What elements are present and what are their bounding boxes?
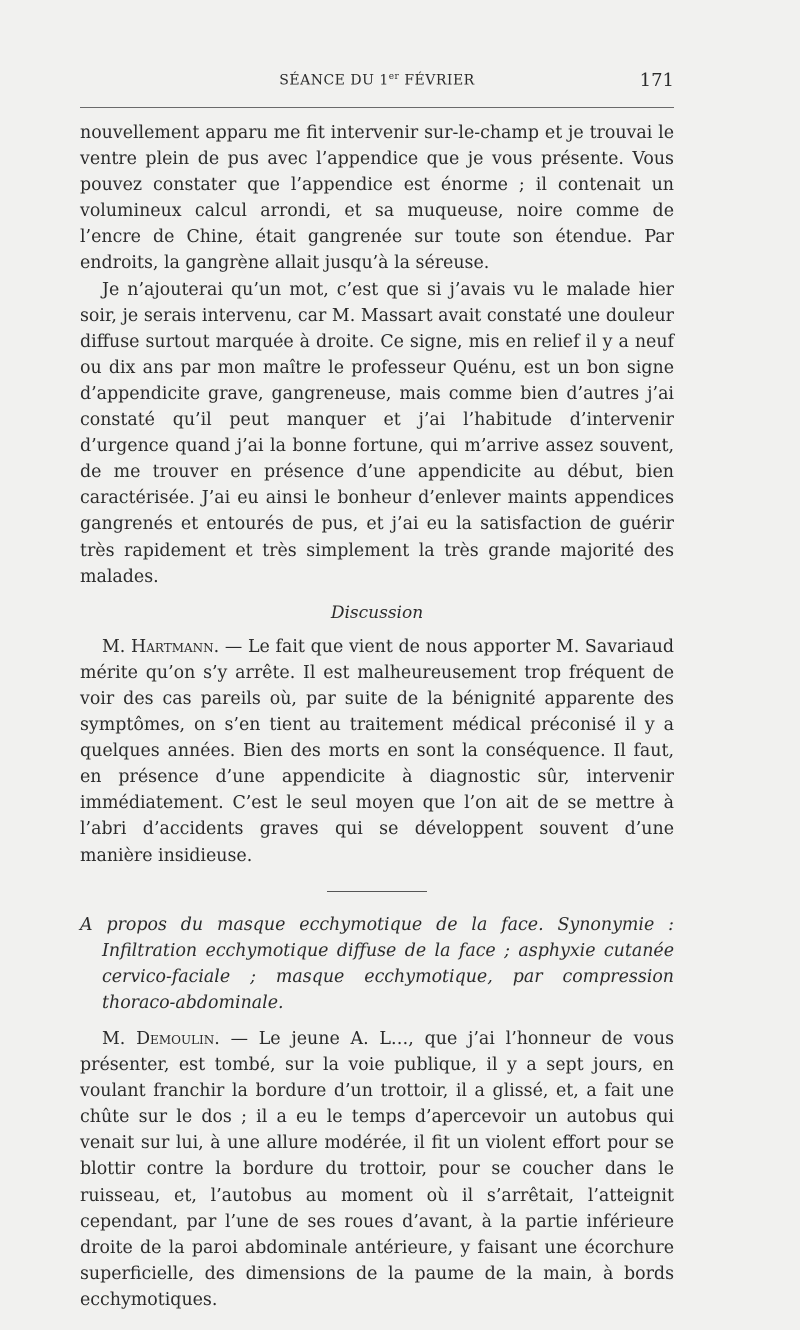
speaker-demoulin: M. Demoulin. (102, 1029, 220, 1049)
paragraph-hartmann (80, 634, 674, 869)
header-title-main: SÉANCE DU 1 (279, 72, 389, 89)
page-body (80, 120, 674, 1313)
header-rule (80, 107, 674, 108)
header-title (80, 72, 674, 89)
page-number: 171 (639, 70, 674, 91)
section-separator (327, 891, 427, 892)
running-header (80, 70, 674, 94)
paragraph-intervention: Je n’ajouterai qu’un mot, c’est que si j’avais vu le malade hier soir, je serais intervenu, car M. Massart avait constaté une douleur diffuse surtout marquée à droite. Ce signe, mis en relief il y a neuf ou dix ans par mon maître le professeur Quénu, est un bon signe d’appendicite grave, gangreneuse, mais comme bien d’autres j’ai constaté qu’il peut manquer et j’ai l’habitude d’intervenir d’urgence quand j’ai la bonne fortune, qui m’arrive assez souvent, de me trouver en présence d’une appendicite au début, bien caractérisée. J’ai eu ainsi le bonheur d’enlever maints appendices gangrenés et entourés de pus, et j’ai eu la satisfaction de guérir très rapidement et très simplement la très grande majorité des malades. (80, 279, 674, 587)
header-title-rest: FÉVRIER (399, 72, 475, 89)
topic-title: A propos du masque ecchymotique de la face. Synonymie : Infiltration ecchymotique diffuse de la face ; asphyxie cutanée cervico-faciale ; masque ecchymotique, par compression thoraco-abdominale. (80, 914, 674, 1013)
header-title-sup: er (388, 72, 400, 82)
demoulin-text: — Le jeune A. L…, que j’ai l’honneur de vous présenter, est tombé, sur la voie publique, il y a sept jours, en voulant franchir la bordure d’un trottoir, il a glissé, et, a fait une chûte sur le dos ; il a eu le temps d’apercevoir un autobus qui venait sur lui, à une allure modérée, il fit un violent effort pour se blottir contre la bordure du trottoir, pour se coucher dans le ruisseau, et, l’autobus au moment où il s’arrêtait, l’atteignit cependant, par l’une de ses roues d’avant, à la partie inférieure droite de la paroi abdominale antérieure, y faisant une écorchure superficielle, des dimensions de la paume de la main, à bords ecchymotiques. (80, 1029, 674, 1310)
paragraph-continuation: nouvellement apparu me fit intervenir sur-le-champ et je trouvai le ventre plein de pus avec l’appendice que je vous présente. Vous pouvez constater que l’appendice est énorme ; il contenait un volumineux calcul arrondi, et sa muqueuse, noire comme de l’encre de Chine, était gangrenée sur toute son étendue. Par endroits, la gangrène allait jusqu’à la séreuse. (80, 123, 674, 274)
paragraph-demoulin (80, 1026, 674, 1313)
speaker-hartmann: M. Hartmann. (102, 636, 220, 657)
spacer (80, 1016, 674, 1026)
hartmann-text: — Le fait que vient de nous apporter M. Savariaud mérite qu’on s’y arrête. Il est malheureusement trop fréquent de voir des cas pareils où, par suite de la bénignité apparente des symptômes, on s’en tient au traitement médical préconisé il y a quelques années. Bien des morts en sont la conséquence. Il faut, en présence d’une appendicite à diagnostic sûr, intervenir immédiatement. C’est le seul moyen que l’on ait de se mettre à l’abri d’accidents graves qui se développent souvent d’une manière insidieuse. (80, 636, 674, 866)
discussion-heading: Discussion (330, 602, 424, 623)
